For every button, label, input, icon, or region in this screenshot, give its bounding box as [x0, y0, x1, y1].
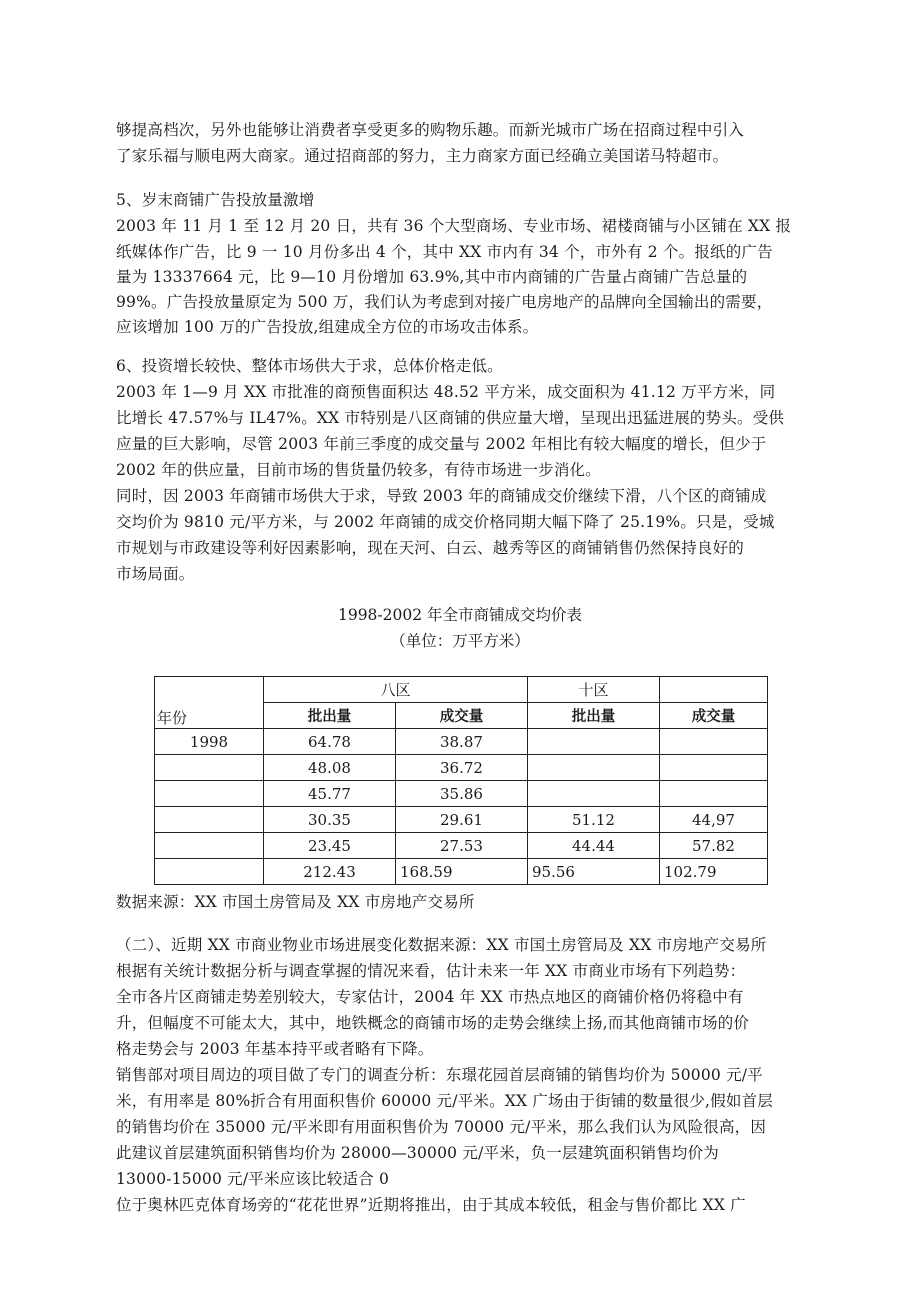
cell-value: 57.82: [660, 833, 768, 859]
text-line: 格走势会与 2003 年基本持平或者略有下降。: [116, 1040, 434, 1058]
section-heading: 5、岁末商铺广告投放量激增: [116, 191, 315, 209]
col-header-traded: 成交量: [396, 703, 528, 729]
table-unit: （单位：万平方米）: [390, 632, 530, 650]
cell-value: 45.77: [264, 781, 396, 807]
table-row: [155, 755, 768, 781]
cell-value: [660, 729, 768, 755]
text-line: 量为 13337664 元，比 9—10 月份增加 63.9%,其中市内商铺的广告量占商铺广告总量的: [116, 268, 748, 286]
table-group-header-row: [155, 677, 768, 703]
price-table: [154, 676, 768, 885]
text-line: 2002 年的供应量，目前市场的售货量仍较多，有待市场进一步消化。: [116, 461, 601, 479]
cell-value: 29.61: [396, 807, 528, 833]
cell-value: 64.78: [264, 729, 396, 755]
group-header-eight-districts: 八区: [264, 677, 528, 703]
text-line: 了家乐福与顺电两大商家。通过招商部的努力，主力商家方面已经确立美国诺马特超市。: [116, 147, 729, 165]
cell-value: 38.87: [396, 729, 528, 755]
cell-value: 44.44: [528, 833, 660, 859]
text-line: 的销售均价在 35000 元/平米即有用面积售价为 70000 元/平米，那么我们认为风险很高，因: [116, 1118, 767, 1136]
year-header: 年份: [155, 677, 264, 729]
cell-value: 27.53: [396, 833, 528, 859]
group-header-empty: [660, 677, 768, 703]
col-header-approved: 批出量: [264, 703, 396, 729]
text-line: 够提高档次，另外也能够让消费者享受更多的购物乐趣。而新光城市广场在招商过程中引入: [116, 121, 745, 139]
cell-value: 44,97: [660, 807, 768, 833]
cell-year: [155, 755, 264, 781]
cell-value: 36.72: [396, 755, 528, 781]
cell-year: [155, 781, 264, 807]
col-header-traded: 成交量: [660, 703, 768, 729]
cell-value: 48.08: [264, 755, 396, 781]
text-line: 13000-15000 元/平米应该比较适合 0: [116, 1170, 390, 1188]
text-line: 同时，因 2003 年商铺市场供大于求，导致 2003 年的商铺成交价继续下滑，八个区的商铺成: [116, 487, 767, 505]
section-heading: 6、投资增长较快、整体市场供大于求，总体价格走低。: [116, 357, 503, 375]
cell-value: 212.43: [264, 859, 396, 885]
text-line: 应该增加 100 万的广告投放,组建成全方位的市场攻击体系。: [116, 318, 539, 336]
table-row: [155, 729, 768, 755]
cell-value: [528, 781, 660, 807]
table-row: [155, 833, 768, 859]
text-line: 销售部对项目周边的项目做了专门的调查分析：东璟花园首层商铺的销售均价为 50000 元/平: [116, 1066, 763, 1084]
text-line: 应量的巨大影响，尽管 2003 年前三季度的成交量与 2002 年相比有较大幅度的增长，但少于: [116, 435, 767, 453]
text-line: 米，有用率是 80%折合有用面积售价 60000 元/平米。XX 广场由于街铺的数量很少,假如首层: [116, 1092, 773, 1110]
cell-value: 23.45: [264, 833, 396, 859]
group-header-ten-districts: 十区: [528, 677, 660, 703]
text-line: 位于奥林匹克体育场旁的“花花世界”近期将推出，由于其成本较低，租金与售价都比 XX 广: [116, 1196, 746, 1214]
text-line: 市场局面。: [116, 565, 195, 583]
cell-value: [528, 755, 660, 781]
cell-value: 95.56: [528, 859, 660, 885]
cell-value: 30.35: [264, 807, 396, 833]
table-row: [155, 781, 768, 807]
cell-value: 51.12: [528, 807, 660, 833]
text-line: 市规划与市政建设等利好因素影响，现在天河、白云、越秀等区的商铺销售仍然保持良好的: [116, 539, 745, 557]
col-header-approved: 批出量: [528, 703, 660, 729]
table-title: 1998-2002 年全市商铺成交均价表: [337, 606, 583, 624]
table-row: [155, 807, 768, 833]
text-line: 交均价为 9810 元/平方米，与 2002 年商铺的成交价格同期大幅下降了 25.19%。只是，受城: [116, 513, 775, 531]
text-line: 2003 年 11 月 1 至 12 月 20 日，共有 36 个大型商场、专业市场、裙楼商铺与小区铺在 XX 报: [116, 217, 792, 235]
cell-value: 168.59: [396, 859, 528, 885]
table-source: 数据来源：XX 市国土房管局及 XX 市房地产交易所: [116, 893, 475, 911]
text-line: （二）、近期 XX 市商业物业市场进展变化数据来源：XX 市国土房管局及 XX 市房地产交易所: [116, 936, 767, 954]
table-row-total: [155, 859, 768, 885]
cell-value: 102.79: [660, 859, 768, 885]
text-line: 99%。广告投放量原定为 500 万，我们认为考虑到对接广电房地产的品牌向全国输出的需要，: [116, 293, 773, 311]
cell-value: [528, 729, 660, 755]
text-line: 纸媒体作广告，比 9 一 10 月份多出 4 个，其中 XX 市内有 34 个，市外有 2 个。报纸的广告: [116, 243, 773, 261]
cell-value: [660, 781, 768, 807]
text-line: 根据有关统计数据分析与调查掌握的情况来看，估计未来一年 XX 市商业市场有下列趋势：: [116, 962, 746, 980]
cell-value: [660, 755, 768, 781]
cell-year: 1998: [155, 729, 264, 755]
text-line: 全市各片区商铺走势差别较大，专家估计，2004 年 XX 市热点地区的商铺价格仍将稳中有: [116, 988, 744, 1006]
text-line: 2003 年 1—9 月 XX 市批准的商预售面积达 48.52 平方米，成交面积为 41.12 万平方米，同: [116, 383, 776, 401]
text-line: 升，但幅度不可能太大，其中，地铁概念的商铺市场的走势会继续上扬,而其他商铺市场的价: [116, 1014, 750, 1032]
cell-year: [155, 807, 264, 833]
cell-year: [155, 859, 264, 885]
cell-value: 35.86: [396, 781, 528, 807]
text-line: 比增长 47.57%与 IL47%。XX 市特别是八区商铺的供应量大增，呈现出迅猛进展的势头。受供: [116, 409, 785, 427]
cell-year: [155, 833, 264, 859]
text-line: 此建议首层建筑面积销售均价为 28000—30000 元/平米，负一层建筑面积销售均价为: [116, 1144, 719, 1162]
